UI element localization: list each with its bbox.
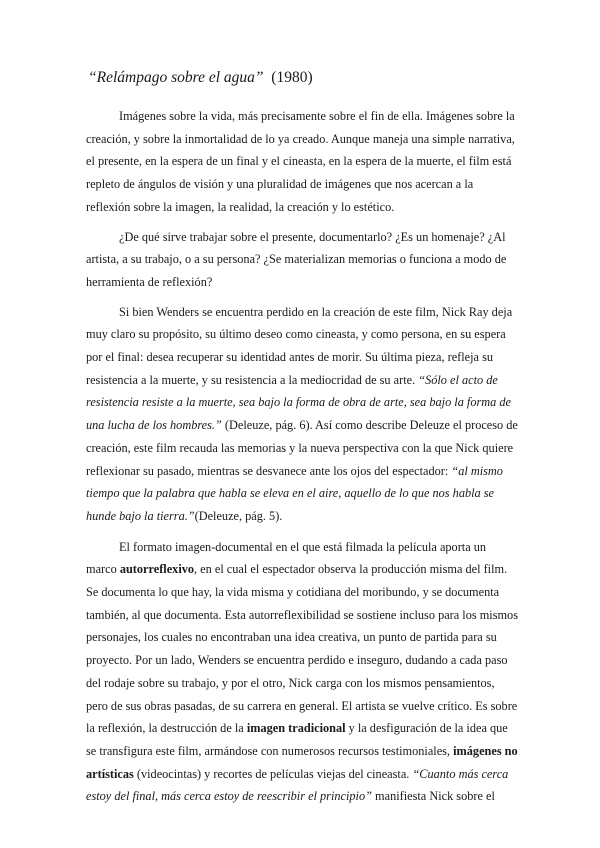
paragraph-4	[86, 536, 518, 808]
paragraph-4-text-1: El formato imagen-documental en el que está filmada la película aporta un marco	[86, 539, 487, 577]
paragraph-3	[86, 301, 518, 528]
paragraph-4-text-2: , en el cual el espectador observa la producción misma del film. Se documenta lo que hay, la vida misma y cotidiana del moribundo, y se documenta también, al que documenta. Esta autorreflexibilidad se sostiene incluso para los mismos personajes, los cuales no encontraban una idea creativa, un punto de partida para su proyecto. Por un lado, Wenders se encuentra perdido e inseguro, dudando a cada paso del rodaje sobre su trabajo, y por el otro, Nick carga con los mismos pensamientos, pero de sus obras pasadas, de su carrera en general. El artista se vuelve crítico. Es sobre la reflexión, la destrucción de la	[86, 562, 518, 736]
paragraph-4-text-3: y la desfiguración de la idea que se transfigura este film, armándose con numerosos recursos testimoniales,	[86, 721, 508, 758]
bold-autorreflexivo: autorreflexivo	[119, 562, 195, 577]
document-body	[86, 105, 518, 808]
paragraph-2: ¿De qué sirve trabajar sobre el presente, documentarlo? ¿Es un homenaje? ¿Al artista, a su trabajo, o a su persona? ¿Se materializan memorias o funciona a modo de herramienta de reflexión?	[86, 229, 507, 289]
film-year: (1980)	[271, 69, 313, 86]
deleuze-quote-1: “Sólo el acto de resistencia resiste a la muerte, sea bajo la forma de obra de arte, sea bajo la forma de una lucha de los hombres.”	[86, 372, 511, 433]
bold-imagen-tradicional: imagen tradicional	[246, 721, 346, 736]
paragraph-1: Imágenes sobre la vida, más precisamente sobre el fin de ella. Imágenes sobre la creación, y sobre la inmortalidad de lo ya creado. Aunque maneja una simple narrativa, el presente, en la espera de un final y el cineasta, en la espera de la muerte, el film está repleto de ángulos de visión y una pluralidad de imágenes que nos acercan a la reflexión sobre la imagen, la realidad, la creación y lo estético.	[86, 109, 515, 214]
film-title: “Relámpago sobre el agua”	[88, 69, 264, 86]
paragraph-3-text-2: (Deleuze, pág. 6). Así como describe Deleuze el proceso de creación, este film recauda las memorias y la nueva perspectiva con la que Nick quiere reflexionar su pasado, mientras se desvanece ante los ojos del espectador:	[86, 418, 518, 478]
document-title	[88, 69, 313, 87]
paragraph-3-text-3: (Deleuze, pág. 5).	[194, 508, 283, 523]
deleuze-quote-2: “al mismo tiempo que la palabra que habla se eleva en el aire, aquello de lo que nos habla se hunde bajo la tierra.”	[86, 463, 503, 523]
paragraph-3-text-1: Si bien Wenders se encuentra perdido en la creación de este film, Nick Ray deja muy claro su propósito, su último deseo como cineasta, y como persona, en su espera por el final: desea recuperar su identidad antes de morir. Su última pieza, refleja su resistencia a la muerte, y su resistencia a la mediocridad de su arte.	[86, 304, 513, 387]
bold-imagenes-no-artisticas: imágenes no artísticas	[86, 743, 518, 781]
paragraph-4-text-4: (videocintas) y recortes de películas viejas del cineasta.	[133, 766, 413, 781]
nick-quote: “Cuanto más cerca estoy del final, más cerca estoy de reescribir el principio”	[86, 766, 509, 804]
paragraph-4-text-5: manifiesta Nick sobre el	[371, 789, 495, 804]
